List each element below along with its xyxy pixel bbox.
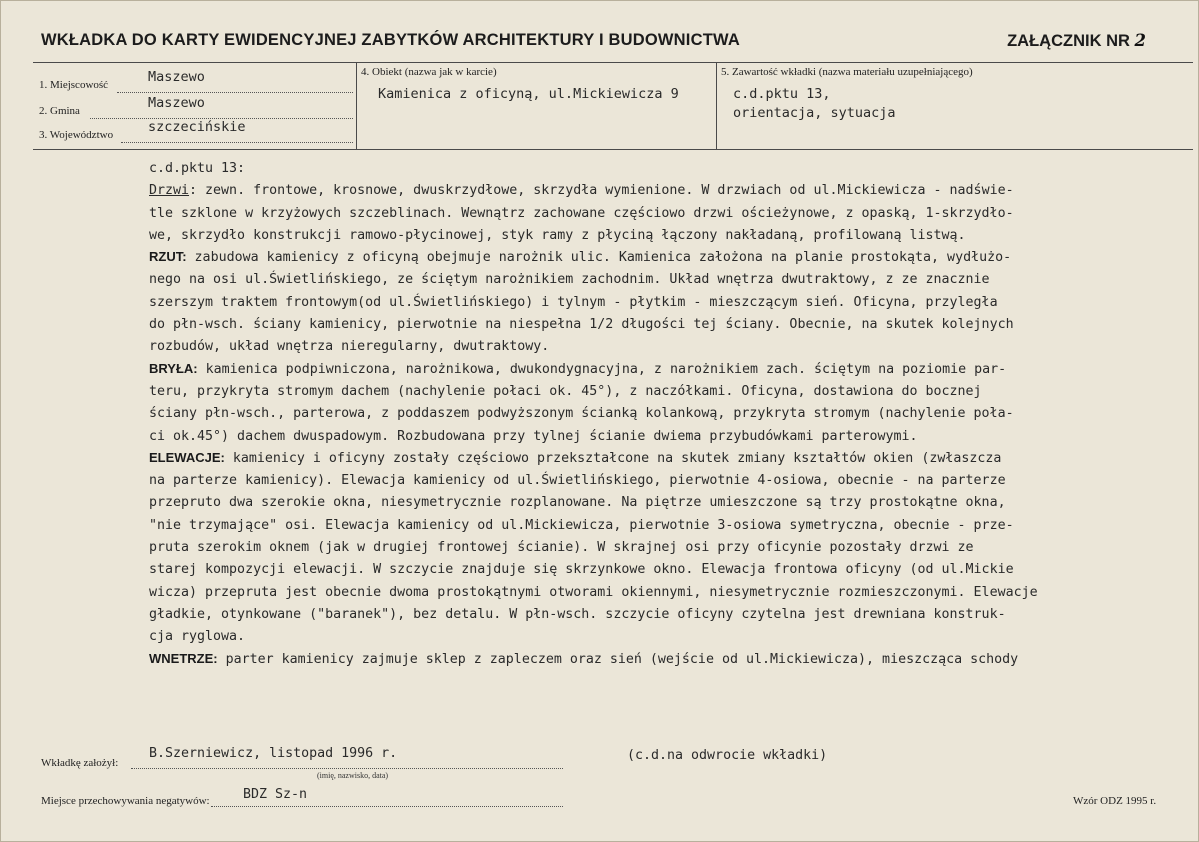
locality-label: 1. Miejscowość	[39, 79, 109, 91]
wnetrze-text: parter kamienicy zajmuje sklep z zapleczem oraz sień (wejście od ul.Mickiewicza), mieszcząca schody	[217, 651, 1019, 667]
drzwi-text: : zewn. frontowe, krosnowe, dwuskrzydłowe, skrzydła wymienione. W drzwiach od ul.Mickiewicza - nadświe- tle szklone w krzyżowych szczeblinach. Wewnątrz zachowane częściowo drzwi ościeżynowe, z opaską, 1-skrzydło- we, skrzydło konstrukcji ramowo-płycinowej, styk ramy z płyciną łączony nakładaną, profilowaną listwą.	[149, 183, 1014, 243]
continued-note: (c.d.na odwrocie wkładki)	[627, 748, 828, 763]
wnetrze-paragraph	[149, 649, 1189, 671]
bryla-heading: BRYŁA:	[149, 360, 198, 376]
author-sublabel: (imię, nazwisko, data)	[317, 771, 389, 780]
voivodeship-dotted-line	[121, 142, 353, 143]
object-value: Kamienica z oficyną, ul.Mickiewicza 9	[378, 86, 679, 102]
contents-line-1: c.d.pktu 13,	[733, 86, 831, 102]
form-template-label: Wzór ODZ 1995 r.	[1073, 795, 1157, 807]
annex-label-text: ZAŁĄCZNIK NR	[1007, 32, 1130, 50]
wnetrze-heading: WNETRZE:	[149, 650, 218, 666]
description-body	[149, 158, 1189, 671]
elewacje-paragraph	[149, 448, 1189, 649]
divider-line	[716, 63, 717, 149]
storage-value: BDZ Sz-n	[243, 787, 308, 802]
contents-line-2: orientacja, sytuacja	[733, 105, 896, 121]
drzwi-heading: Drzwi	[149, 183, 190, 199]
bryla-text: kamienica podpiwniczona, narożnikowa, dwukondygnacyjna, z narożnikiem zach. ściętym na poziomie par- teru, przykryta stromym dachem (nachylenie połaci ok. 45°), z naczółkami. Oficyna, dostawiona do bocznej ściany płn-wsch., parterowa, z poddaszem podwyższonym ścianką kolankową, przykryta stromym (nachylenie poła- ci ok.45°) dachem dwuspadowym. Rozbudowana przy tylnej ścianie dwiema przybudówkami parterowymi.	[149, 361, 1014, 444]
author-value: B.Szerniewicz, listopad 1996 r.	[149, 746, 398, 761]
intro-line: c.d.pktu 13:	[149, 161, 246, 176]
object-label: 4. Obiekt (nazwa jak w karcie)	[361, 66, 497, 78]
document-title: WKŁADKA DO KARTY EWIDENCYJNEJ ZABYTKÓW ARCHITEKTURY I BUDOWNICTWA	[41, 31, 740, 49]
rzut-heading: RZUT:	[149, 249, 187, 265]
locality-value: Maszewo	[148, 69, 205, 85]
storage-dotted-line	[211, 806, 563, 807]
elewacje-text: kamienicy i oficyny zostały częściowo przekształcone na skutek zmiany kształtów okien (zwłaszcza na parterze kamienicy). Elewacja kamienicy od ul.Świetlińskiego, pierwotnie 4-osiowa, obecnie - na parterze przepruto dwa szerokie okna, niesymetrycznie rozplanowane. Na piętrze umieszczone są trzy prostokątne okna, "nie trzymające" osi. Elewacja kamienicy od ul.Mickiewicza, pierwotnie 3-osiowa symetryczna, obecnie - prze- pruta szerokim oknem (jak w drugiej frontowej ścianie). W skrajnej osi przy oficynie pozostały drzwi ze starej kompozycji elewacji. W szczycie znajduje się skrzynkowe okno. Elewacja frontowa oficyny (od ul.Mickie wicza) przepruta jest obecnie dwoma prostokątnymi otworami okiennymi, niesymetrycznie rozmieszczonymi. Elewacje gładkie, otynkowane ("baranek"), bez detalu. W płn-wsch. szczycie oficyny czytelna jest drewniana konstruk- cja ryglowa.	[149, 450, 1038, 645]
drzwi-paragraph	[149, 180, 1189, 247]
divider-line	[356, 63, 357, 149]
rzut-paragraph	[149, 247, 1189, 358]
elewacje-heading: ELEWACJE:	[149, 449, 225, 465]
contents-label: 5. Zawartość wkładki (nazwa materiału uzupełniającego)	[721, 66, 973, 78]
author-label: Wkładkę założył:	[41, 757, 119, 769]
bryla-paragraph	[149, 359, 1189, 448]
voivodeship-label: 3. Województwo	[39, 129, 114, 141]
voivodeship-value: szczecińskie	[148, 119, 246, 135]
header-fields-box	[33, 62, 1193, 150]
author-dotted-line	[131, 768, 563, 769]
annex-label	[1007, 31, 1146, 51]
storage-label: Miejsce przechowywania negatywów:	[41, 795, 210, 807]
rzut-text: zabudowa kamienicy z oficyną obejmuje narożnik ulic. Kamienica założona na planie prostokąta, wydłużo- nego na osi ul.Świetlińskiego, ze ściętym narożnikiem zachodnim. Układ wnętrza dwutraktowy, z ze znacznie szerszym traktem frontowym(od ul.Świetlińskiego) i tylnym - płytkim - mieszczącym sień. Oficyna, przyległa do płn-wsch. ściany kamienicy, pierwotnie na niespełna 1/2 długości tej ściany. Obecnie, na skutek kolejnych rozbudów, układ wnętrza nieregularny, dwutraktowy.	[149, 250, 1014, 355]
annex-number: 2	[1134, 31, 1146, 50]
commune-value: Maszewo	[148, 95, 205, 111]
locality-dotted-line	[117, 92, 353, 93]
commune-label: 2. Gmina	[39, 105, 80, 117]
